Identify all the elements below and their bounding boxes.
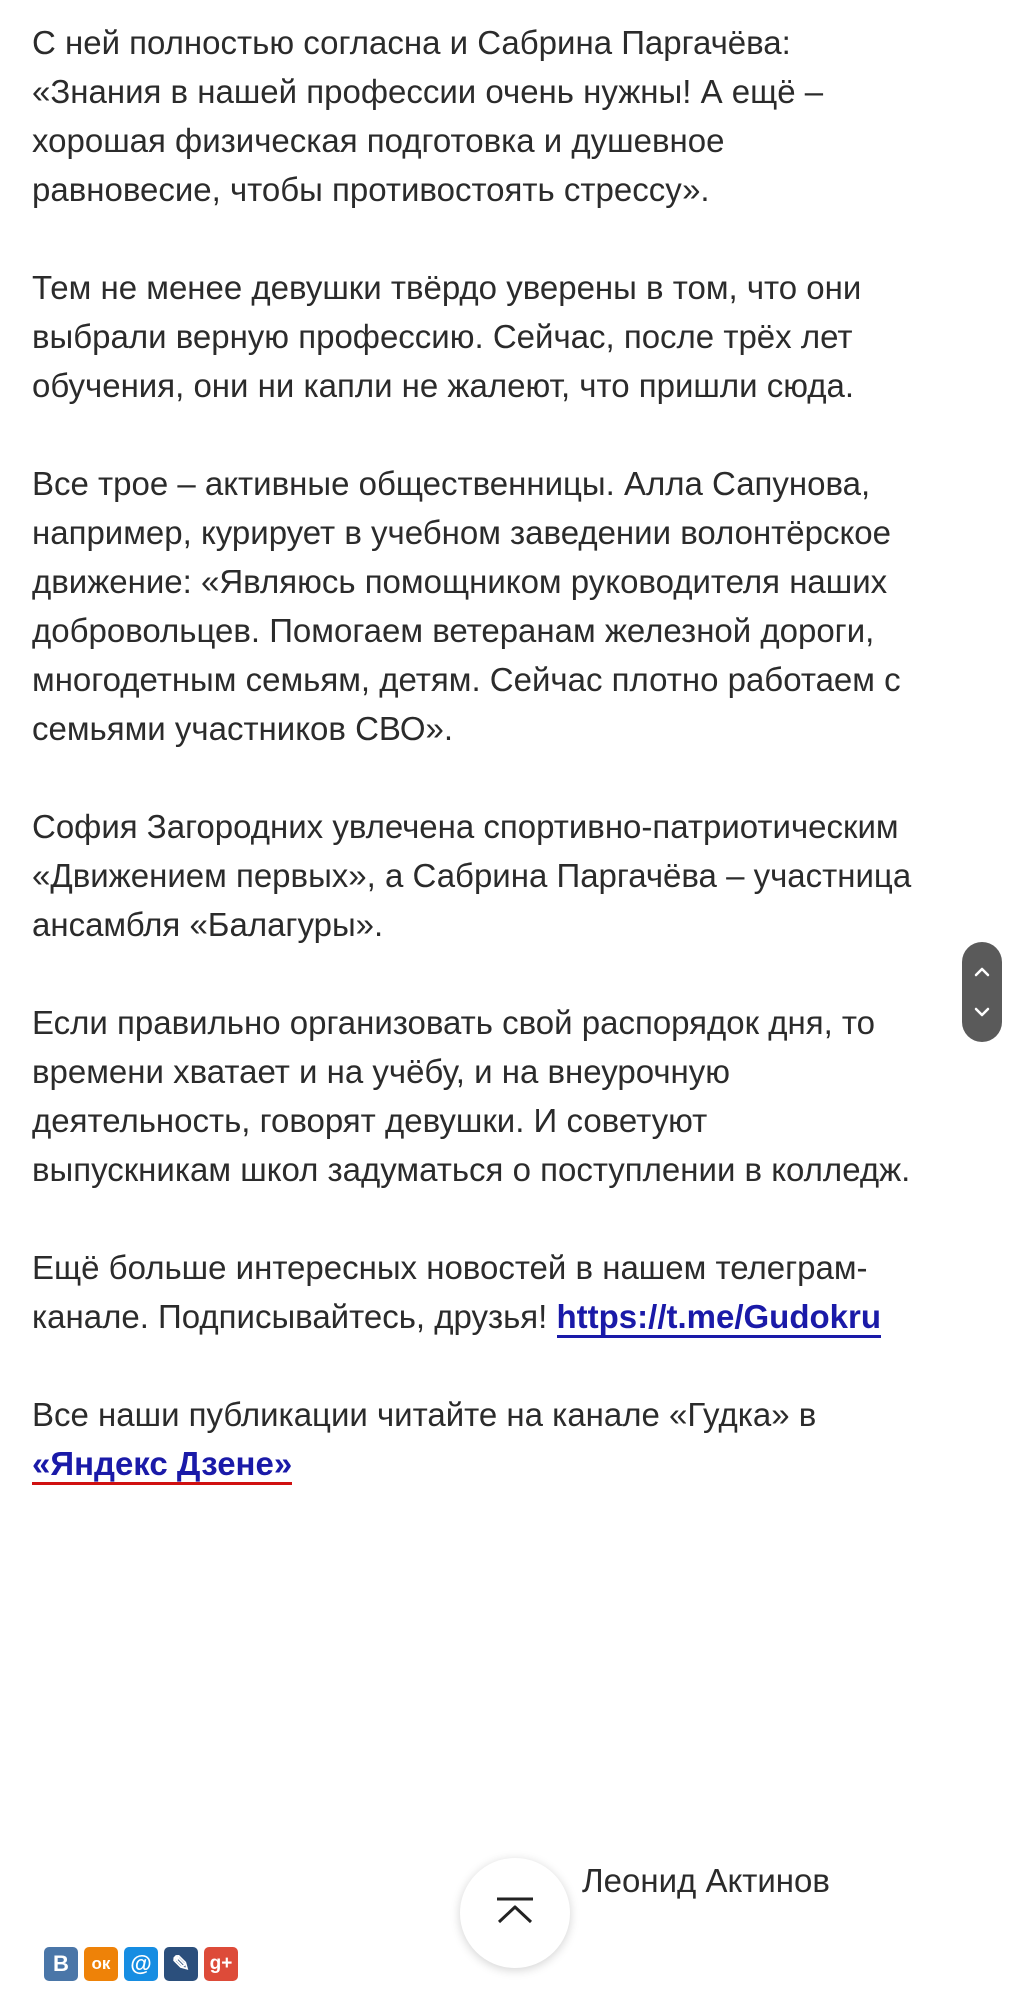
dzen-link[interactable]: «Яндекс Дзене» xyxy=(32,1445,292,1485)
arrow-up-icon xyxy=(493,1896,537,1931)
paragraph: Тем не менее девушки твёрдо уверены в том, что они выбрали верную профессию. Сейчас, после трёх лет обучения, они ни капли не жалеют, что пришли сюда. xyxy=(32,269,862,404)
dzen-paragraph xyxy=(32,1390,912,1488)
paragraph: Все трое – активные общественницы. Алла Сапунова, например, курирует в учебном заведении волонтёрское движение: «Являюсь помощником руководителя наших добровольцев. Помогаем ветеранам железной дороги, многодетным семьям, детям. Сейчас плотно работаем с семьями участников СВО». xyxy=(32,465,901,747)
mail-ru-icon[interactable]: @ xyxy=(124,1947,158,1981)
page-scroll-control[interactable] xyxy=(962,942,1002,1042)
google-plus-icon[interactable]: g+ xyxy=(204,1947,238,1981)
vk-icon[interactable]: В xyxy=(44,1947,78,1981)
telegram-paragraph xyxy=(32,1243,912,1341)
share-buttons xyxy=(44,1947,238,1981)
paragraph: Если правильно организовать свой распорядок дня, то времени хватает и на учёбу, и на внеурочную деятельность, говорят девушки. И советуют выпускникам школ задуматься о поступлении в колледж. xyxy=(32,1004,911,1188)
telegram-link[interactable]: https://t.me/Gudokru xyxy=(557,1298,882,1338)
livejournal-icon[interactable]: ✎ xyxy=(164,1947,198,1981)
scroll-to-top-button[interactable] xyxy=(460,1858,570,1968)
paragraph: С ней полностью согласна и Сабрина Паргачёва: «Знания в нашей профессии очень нужны! А ещё – хорошая физическая подготовка и душевное равновесие, чтобы противостоять стрессу». xyxy=(32,24,824,208)
article-author: Леонид Актинов xyxy=(582,1862,830,1899)
chevron-up-icon[interactable] xyxy=(972,962,992,982)
paragraph-text: Все наши публикации читайте на канале «Гудка» в xyxy=(32,1396,817,1433)
paragraph: София Загородних увлечена спортивно-патриотическим «Движением первых», а Сабрина Паргачёва – участница ансамбля «Балагуры». xyxy=(32,808,912,943)
odnoklassniki-icon[interactable]: ок xyxy=(84,1947,118,1981)
chevron-down-icon[interactable] xyxy=(972,1002,992,1022)
article-body xyxy=(32,18,912,1488)
paragraph-text: Ещё больше интересных новостей в нашем телеграм-канале. Подписывайтесь, друзья! xyxy=(32,1249,868,1335)
